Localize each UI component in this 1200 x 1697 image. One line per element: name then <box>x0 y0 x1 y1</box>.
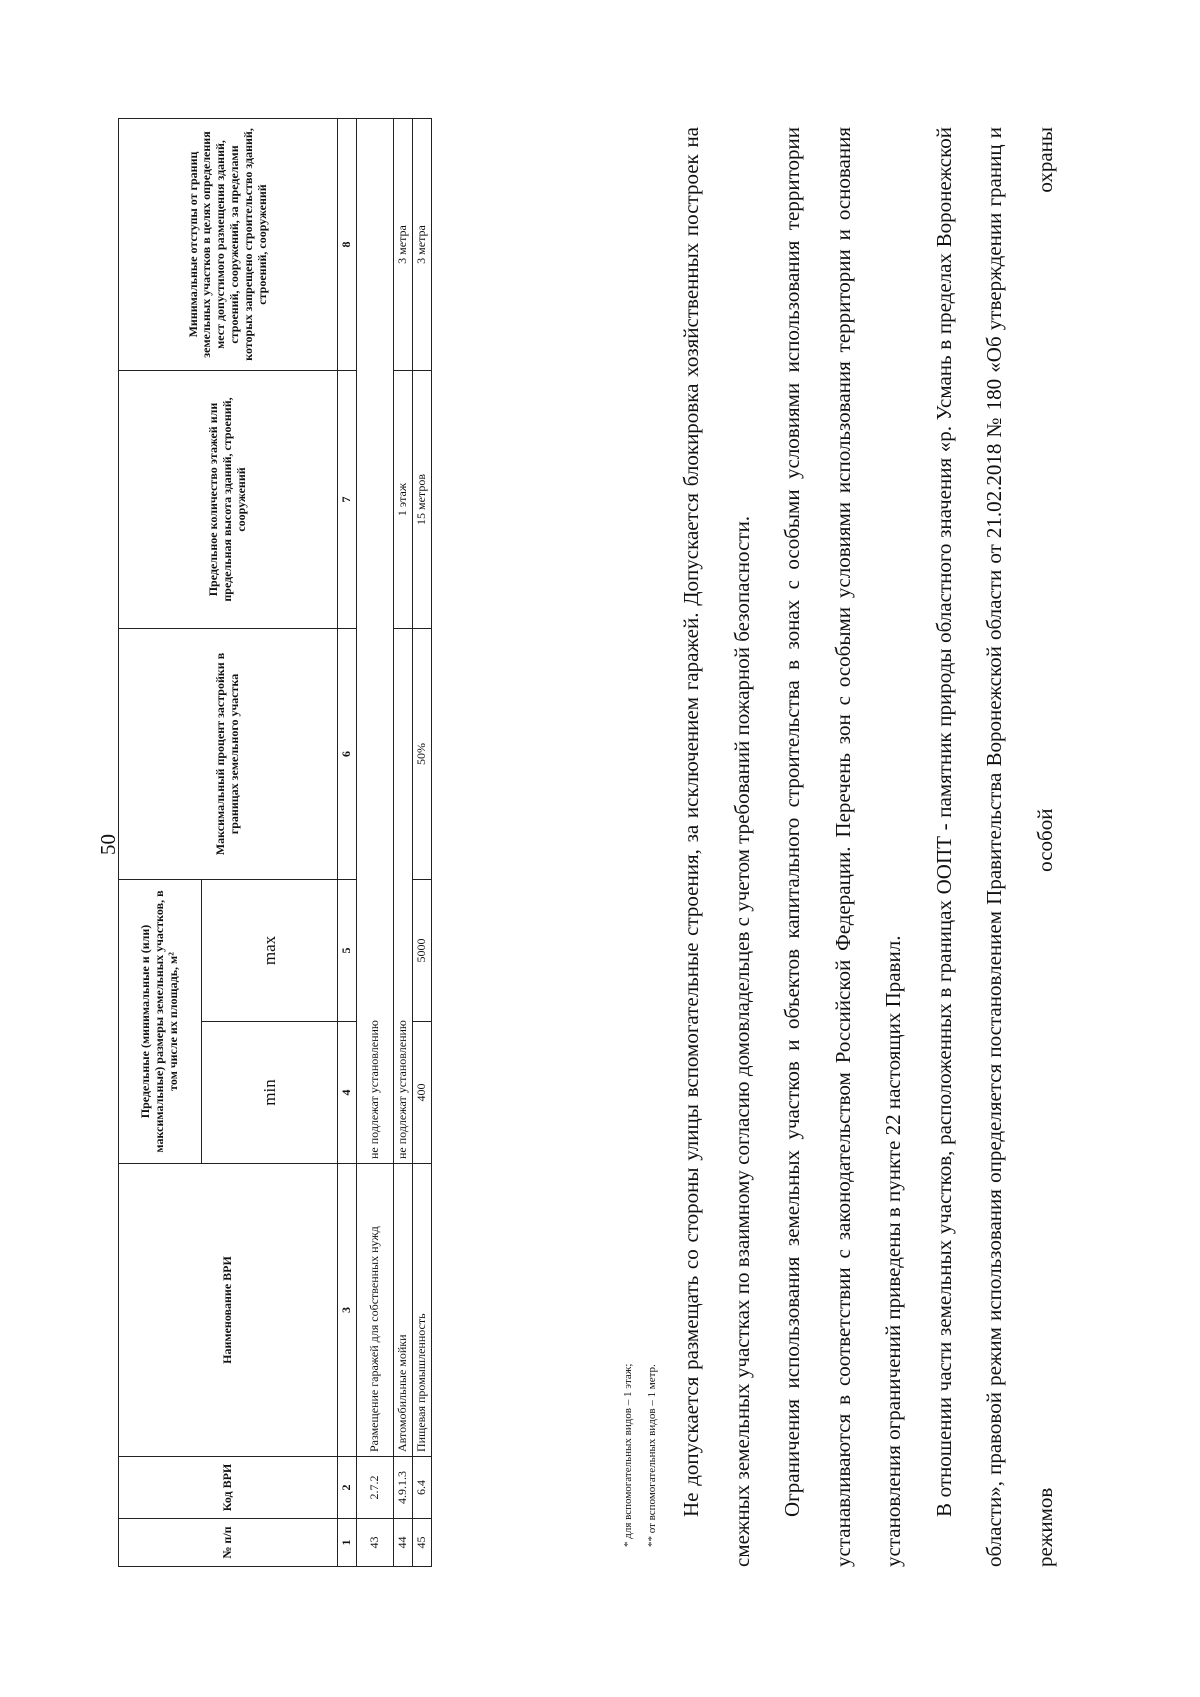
footnote: * для вспомогательных видов – 1 этаж; <box>622 1363 634 1547</box>
table-row <box>357 118 394 1566</box>
cell-name: Размещение гаражей для собственных нужд <box>357 1164 394 1457</box>
col-number: 4 <box>338 1022 357 1164</box>
footnote: ** от вспомогательных видов – 1 метр. <box>646 1364 658 1547</box>
header-code: Код ВРИ <box>119 1457 338 1519</box>
paragraph: В отношении части земельных участков, расположенных в границах ООПТ - памятник природы областного значения «р. Усмань в пределах Воронежской области», правовой режим использования определяется постановлением Правительства Воронежской области от 21.02.2018 № 180 «Об утверждении границ и режимов особой охраны <box>931 127 1057 1567</box>
cell-percent: 50% <box>413 628 432 879</box>
col-number: 7 <box>338 370 357 628</box>
cell-code: 2.7.2 <box>357 1457 394 1519</box>
cell-setback: 3 метра <box>394 118 413 370</box>
header-max: max <box>202 879 338 1021</box>
cell-num: 44 <box>394 1519 413 1567</box>
cell-code: 6.4 <box>413 1457 432 1519</box>
header-setback: Минимальные отступы от границ земельных участков в целях определения мест допустимого размещения зданий, строений, сооружений, за пределами которых запрещено строительство зданий, строений, сооружений <box>119 118 338 370</box>
cell-name: Автомобильные мойки <box>394 1164 413 1457</box>
header-row-1 <box>119 118 202 1566</box>
cell-num: 43 <box>357 1519 394 1567</box>
col-number: 8 <box>338 118 357 370</box>
cell-code: 4.9.1.3 <box>394 1457 413 1519</box>
page-number: 50 <box>96 834 120 855</box>
cell-merged: не подлежат установлению <box>394 628 413 1163</box>
col-number: 2 <box>338 1457 357 1519</box>
col-number: 3 <box>338 1164 357 1457</box>
header-sizes: Предельные (минимальные и (или) максимальные) размеры земельных участков, в том числе их площадь, м² <box>119 879 202 1163</box>
zoning-table <box>118 118 432 1567</box>
cell-name: Пищевая промышленность <box>413 1164 432 1457</box>
table-row <box>394 118 413 1566</box>
table-row <box>413 118 432 1566</box>
cell-floors: 15 метров <box>413 370 432 628</box>
header-percent: Максимальный процент застройки в границах земельного участка <box>119 628 338 879</box>
cell-merged: не подлежат установлению <box>357 118 394 1163</box>
body-text <box>666 127 1070 1567</box>
header-num: № п/п <box>119 1519 338 1567</box>
cell-num: 45 <box>413 1519 432 1567</box>
header-floors: Предельное количество этажей или предельная высота зданий, строений, сооружений <box>119 370 338 628</box>
header-name: Наименование ВРИ <box>119 1164 338 1457</box>
paragraph: Ограничения использования земельных участков и объектов капитального строительства в зонах с особыми условиями использования территории устанавливаются в соответствии с законодательством Российской Федерации. Перечень зон с особыми условиями использования территории и основания установления ограничений приведены в пункте 22 настоящих Правил. <box>780 127 905 1567</box>
column-number-row <box>338 118 357 1566</box>
cell-min: 400 <box>413 1022 432 1164</box>
col-number: 5 <box>338 879 357 1021</box>
header-min: min <box>202 1022 338 1164</box>
cell-floors: 1 этаж <box>394 370 413 628</box>
cell-max: 5000 <box>413 879 432 1021</box>
paragraph: Не допускается размещать со стороны улицы вспомогательные строения, за исключением гаражей. Допускается блокировка хозяйственных построек на смежных земельных участках по взаимному согласию домовладельцев с учетом требований пожарной безопасности. <box>679 127 754 1567</box>
col-number: 6 <box>338 628 357 879</box>
col-number: 1 <box>338 1519 357 1567</box>
cell-setback: 3 метра <box>413 118 432 370</box>
